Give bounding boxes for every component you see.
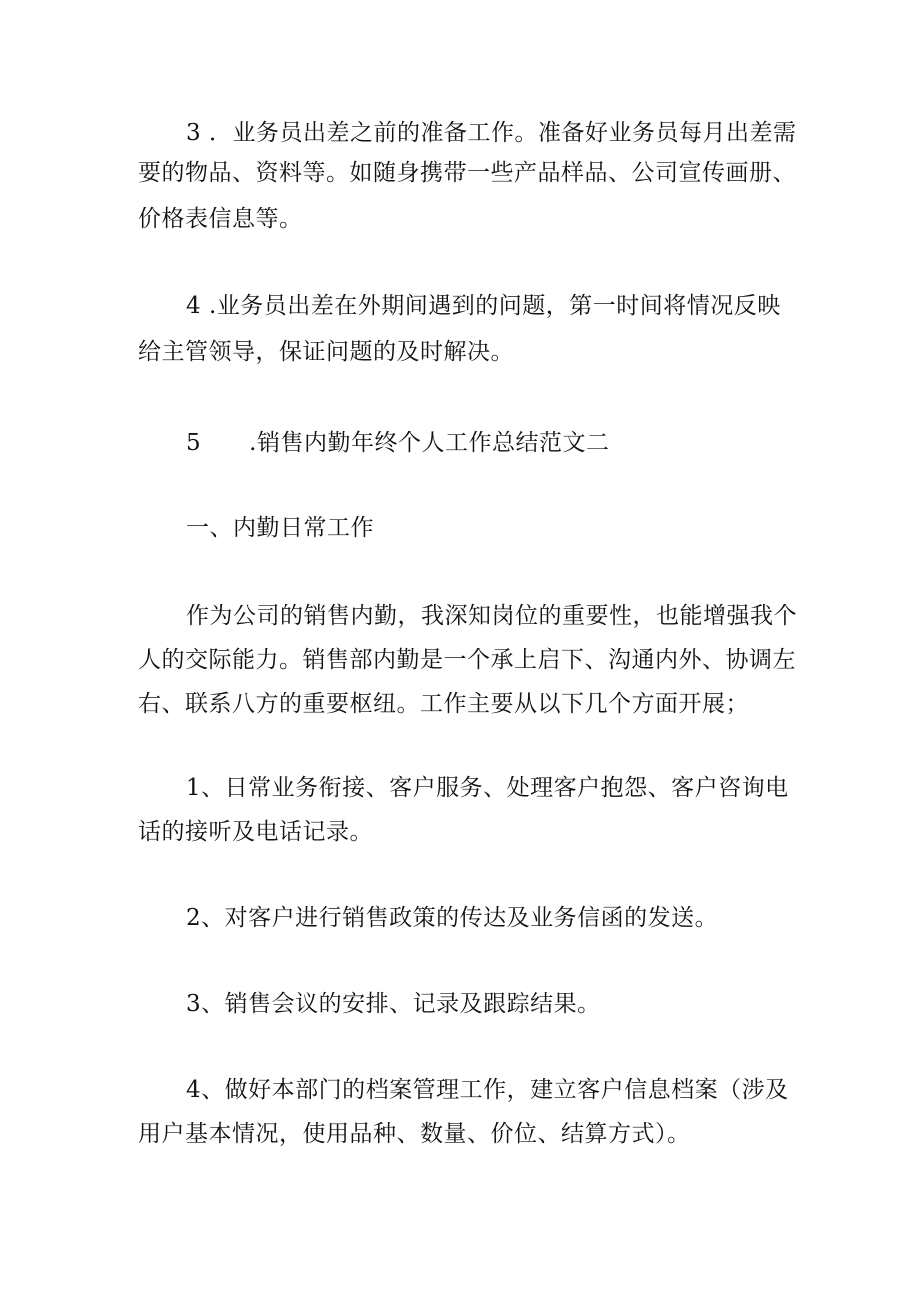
- section-heading: [186, 429, 609, 457]
- subsection-heading: 一、内勤日常工作: [186, 515, 374, 541]
- paragraph-7-line-1: 2、对客户进行销售政策的传达及业务信函的发送。: [186, 905, 719, 931]
- section-heading-text: .销售内勤年终个人工作总结范文二: [249, 430, 610, 456]
- paragraph-1-line-1: 3 ．业务员出差之前的准备工作。准备好业务员每月出差需: [186, 120, 797, 146]
- paragraph-9-line-1: 4、做好本部门的档案管理工作，建立客户信息档案（涉及: [186, 1077, 789, 1103]
- section-heading-number: 5: [186, 430, 202, 456]
- paragraph-1-line-2: 要的物品、资料等。如随身携带一些产品样品、公司宣传画册、: [138, 160, 796, 186]
- paragraph-5-line-3: 右、联系八方的重要枢纽。工作主要从以下几个方面开展；: [138, 691, 749, 717]
- paragraph-8-line-1: 3、销售会议的安排、记录及跟踪结果。: [186, 991, 601, 1017]
- paragraph-6-line-2: 话的接听及电话记录。: [138, 819, 373, 845]
- paragraph-5-line-2: 人的交际能力。销售部内勤是一个承上启下、沟通内外、协调左: [138, 647, 796, 673]
- paragraph-6-line-1: 1、日常业务衔接、客户服务、处理客户抱怨、客户咨询电: [186, 775, 789, 801]
- paragraph-1-line-3: 价格表信息等。: [138, 206, 303, 232]
- paragraph-9-line-2: 用户基本情况，使用品种、数量、价位、结算方式）。: [138, 1121, 691, 1147]
- paragraph-2-line-2: 给主管领导，保证问题的及时解决。: [138, 339, 514, 365]
- paragraph-5-line-1: 作为公司的销售内勤，我深知岗位的重要性，也能增强我个: [186, 603, 797, 629]
- paragraph-2-line-1: 4 .业务员出差在外期间遇到的问题，第一时间将情况反映: [186, 293, 781, 319]
